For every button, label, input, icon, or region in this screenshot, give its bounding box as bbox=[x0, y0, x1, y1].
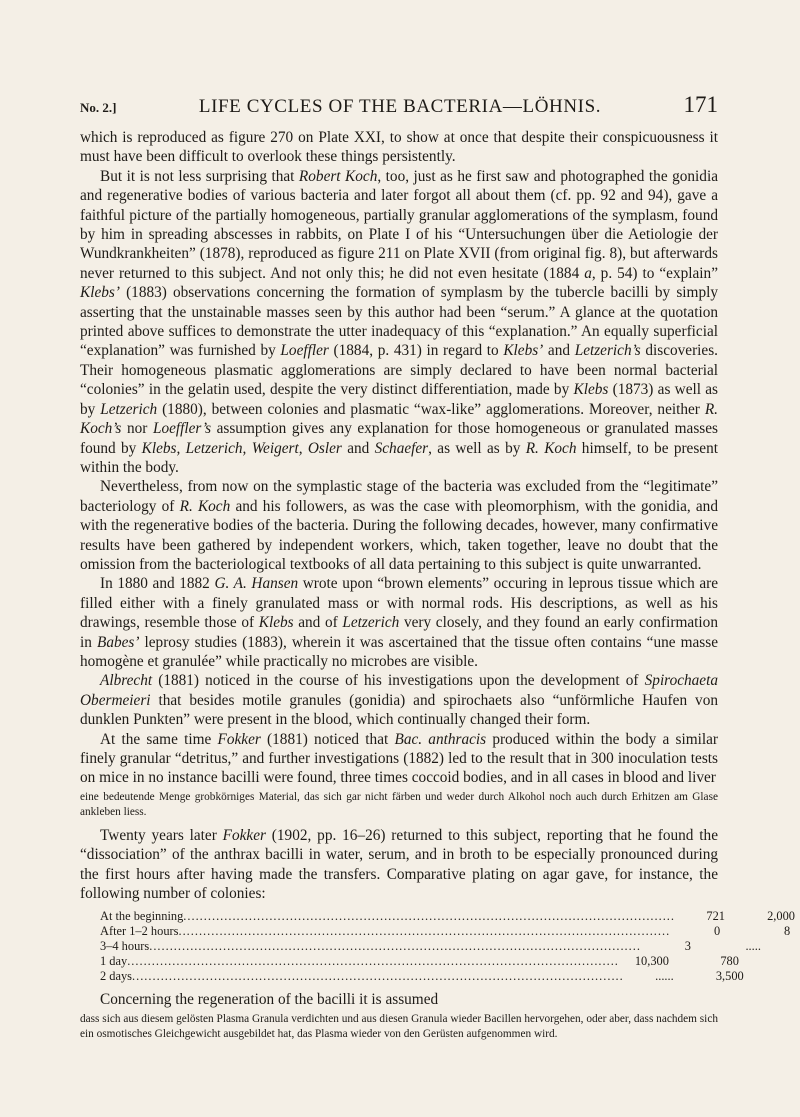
quotation-6: eine bedeutende Menge grobkörniges Material, das sich gar nicht färben und weder durch Alkohol noch auch durch Erhitzen am Glase ankleben liess. bbox=[80, 790, 718, 818]
value-first-series: 3 bbox=[684, 939, 691, 954]
dot-leader: ........................................................................................................................ bbox=[127, 954, 619, 969]
row-label: 1 day bbox=[100, 954, 128, 969]
paragraph-2: Nevertheless, from now on the symplastic stage of the bacteria was excluded from the “legitimate” bacteriology of R. Koch and his followers, as was the case with pleomorphism, with the gonidia, and with the regenerative bodies of the bacteria. During the following decades, however, many confirmative results have been gathered by independent workers, which, taken together, leave no doubt that the omission from the bacteriological textbooks of all data pertaining to this subject is quite unwarranted. bbox=[80, 478, 718, 573]
running-header bbox=[80, 92, 718, 118]
paragraph-b0: Concerning the regeneration of the bacilli it is assumed bbox=[100, 991, 439, 1009]
paragraph-4: Albrecht (1881) noticed in the course of his investigations upon the development of Spirochaeta Obermeieri that besides motile granules (gonidia) and spirochaets also “unförmliche Haufen von dunklen Punkten” were present in the blood, which continually changed their form. bbox=[80, 672, 718, 729]
quotation-b1: dass sich aus diesem gelösten Plasma Granula verdichten und aus diesen Granula wieder Bacillen hervorgehen, oder aber, dass nachdem sich ein osmotisches Gleichgewicht ausgebildet hat, das Plasma wieder von den Gerüsten aufgenommen wird. bbox=[80, 1012, 718, 1040]
value-first-series: 0 bbox=[713, 924, 721, 939]
paragraph-3: In 1880 and 1882 G. A. Hansen wrote upon “brown elements” occuring in leprous tissue which are filled either with a finely granulated mass or with normal rods. His descriptions, as well as his drawings, resemble those of Klebs and of Letzerich very closely, and they found an early confirmation in Babes’ leprosy studies (1883), wherein it was ascertained that the tissue often contains “une masse homogène et granulée” while practically no microbes are visible. bbox=[80, 575, 718, 670]
paragraphs-after-table bbox=[80, 990, 718, 1041]
page-number: 171 bbox=[683, 92, 718, 117]
running-title: LIFE CYCLES OF THE BACTERIA—LÖHNIS. bbox=[198, 96, 602, 117]
value-first-series: ...... bbox=[655, 969, 674, 984]
paragraph-7: Twenty years later Fokker (1902, pp. 16–26) returned to this subject, reporting that he found the “dissociation” of the anthrax bacilli in water, serum, and in broth to be especially pronounced during the first hours after having made the transfers. Comparative plating on agar gave, for instance, the following number of colonies: bbox=[80, 826, 718, 903]
value-second-series: 3,500 bbox=[715, 969, 744, 984]
value-first-series: 721 bbox=[706, 909, 725, 924]
row-label: At the beginning bbox=[100, 909, 184, 924]
paragraph-5: At the same time Fokker (1881) noticed that Bac. anthracis produced within the body a similar finely granular “detritus,” and further investigations (1882) led to the result that in 300 inoculation tests on mice in no instance bacilli were found, three times coccoid bodies, and in all cases in blood and liver bbox=[80, 730, 718, 787]
value-second-series: 780 bbox=[720, 954, 739, 969]
paragraph-0: which is reproduced as figure 270 on Plate XXI, to show at once that despite their conspicuousness it must have been difficult to overlook these things persistently. bbox=[80, 129, 718, 166]
page-body bbox=[80, 128, 795, 1048]
row-label: After 1–2 hours bbox=[100, 924, 179, 939]
value-second-series: ..... bbox=[745, 939, 761, 954]
table-row bbox=[100, 924, 791, 939]
value-first-series: 10,300 bbox=[634, 954, 669, 969]
paragraphs bbox=[80, 128, 718, 903]
table-row bbox=[100, 969, 744, 984]
row-label: 2 days bbox=[100, 969, 133, 984]
value-second-series: 2,000 bbox=[767, 909, 795, 924]
table-row bbox=[100, 909, 795, 924]
colony-count-table bbox=[100, 909, 795, 984]
table-row bbox=[100, 939, 761, 954]
dot-leader: ........................................................................................................................ bbox=[178, 924, 671, 939]
value-second-series: 8 bbox=[783, 924, 791, 939]
table-row bbox=[100, 954, 739, 969]
row-label: 3–4 hours bbox=[100, 939, 150, 954]
issue-number: No. 2.] bbox=[80, 100, 117, 115]
dot-leader: ........................................................................................................................ bbox=[132, 969, 624, 984]
dot-leader: ........................................................................................................................ bbox=[149, 939, 641, 954]
paragraph-1: But it is not less surprising that Robert Koch, too, just as he first saw and photographed the gonidia and regenerative bodies of various bacteria and later forgot all about them (cf. pp. 92 and 94), gave a faithful picture of the partially homogeneous, partially granular agglomerations of the symplasm, found by him in spreading abscesses in rabbits, on Plate I of his “Untersuchungen über die Aetiologie der Wundkrankheiten” (1878), reproduced as figure 211 on Plate XVII (from original fig. 8), but afterwards never returned to this subject. And not only this; he did not even hesitate (1884 a, p. 54) to “explain” Klebs’ (1883) observations concerning the formation of symplasm by the tubercle bacilli by simply asserting that the unstainable masses seen by this author had been “serum.” A glance at the quotation printed above suffices to demonstrate the utter inadequacy of this “explanation.” An equally superficial “explanation” was furnished by Loeffler (1884, p. 431) in regard to Klebs’ and Letzerich’s discoveries. Their homogeneous plasmatic agglomerations are simply declared to have been normal bacterial “colonies” in the gelatin used, despite the very distinct differentiation, made by Klebs (1873) as well as by Letzerich (1880), between colonies and plasmatic “wax-like” agglomerations. Moreover, neither R. Koch’s nor Loeffler’s assumption gives any explanation for those homogeneous or granulated masses found by Klebs, Letzerich, Weigert, Osler and Schaefer, as well as by R. Koch himself, to be present within the body. bbox=[80, 167, 718, 476]
dot-leader: ........................................................................................................................ bbox=[183, 909, 675, 924]
